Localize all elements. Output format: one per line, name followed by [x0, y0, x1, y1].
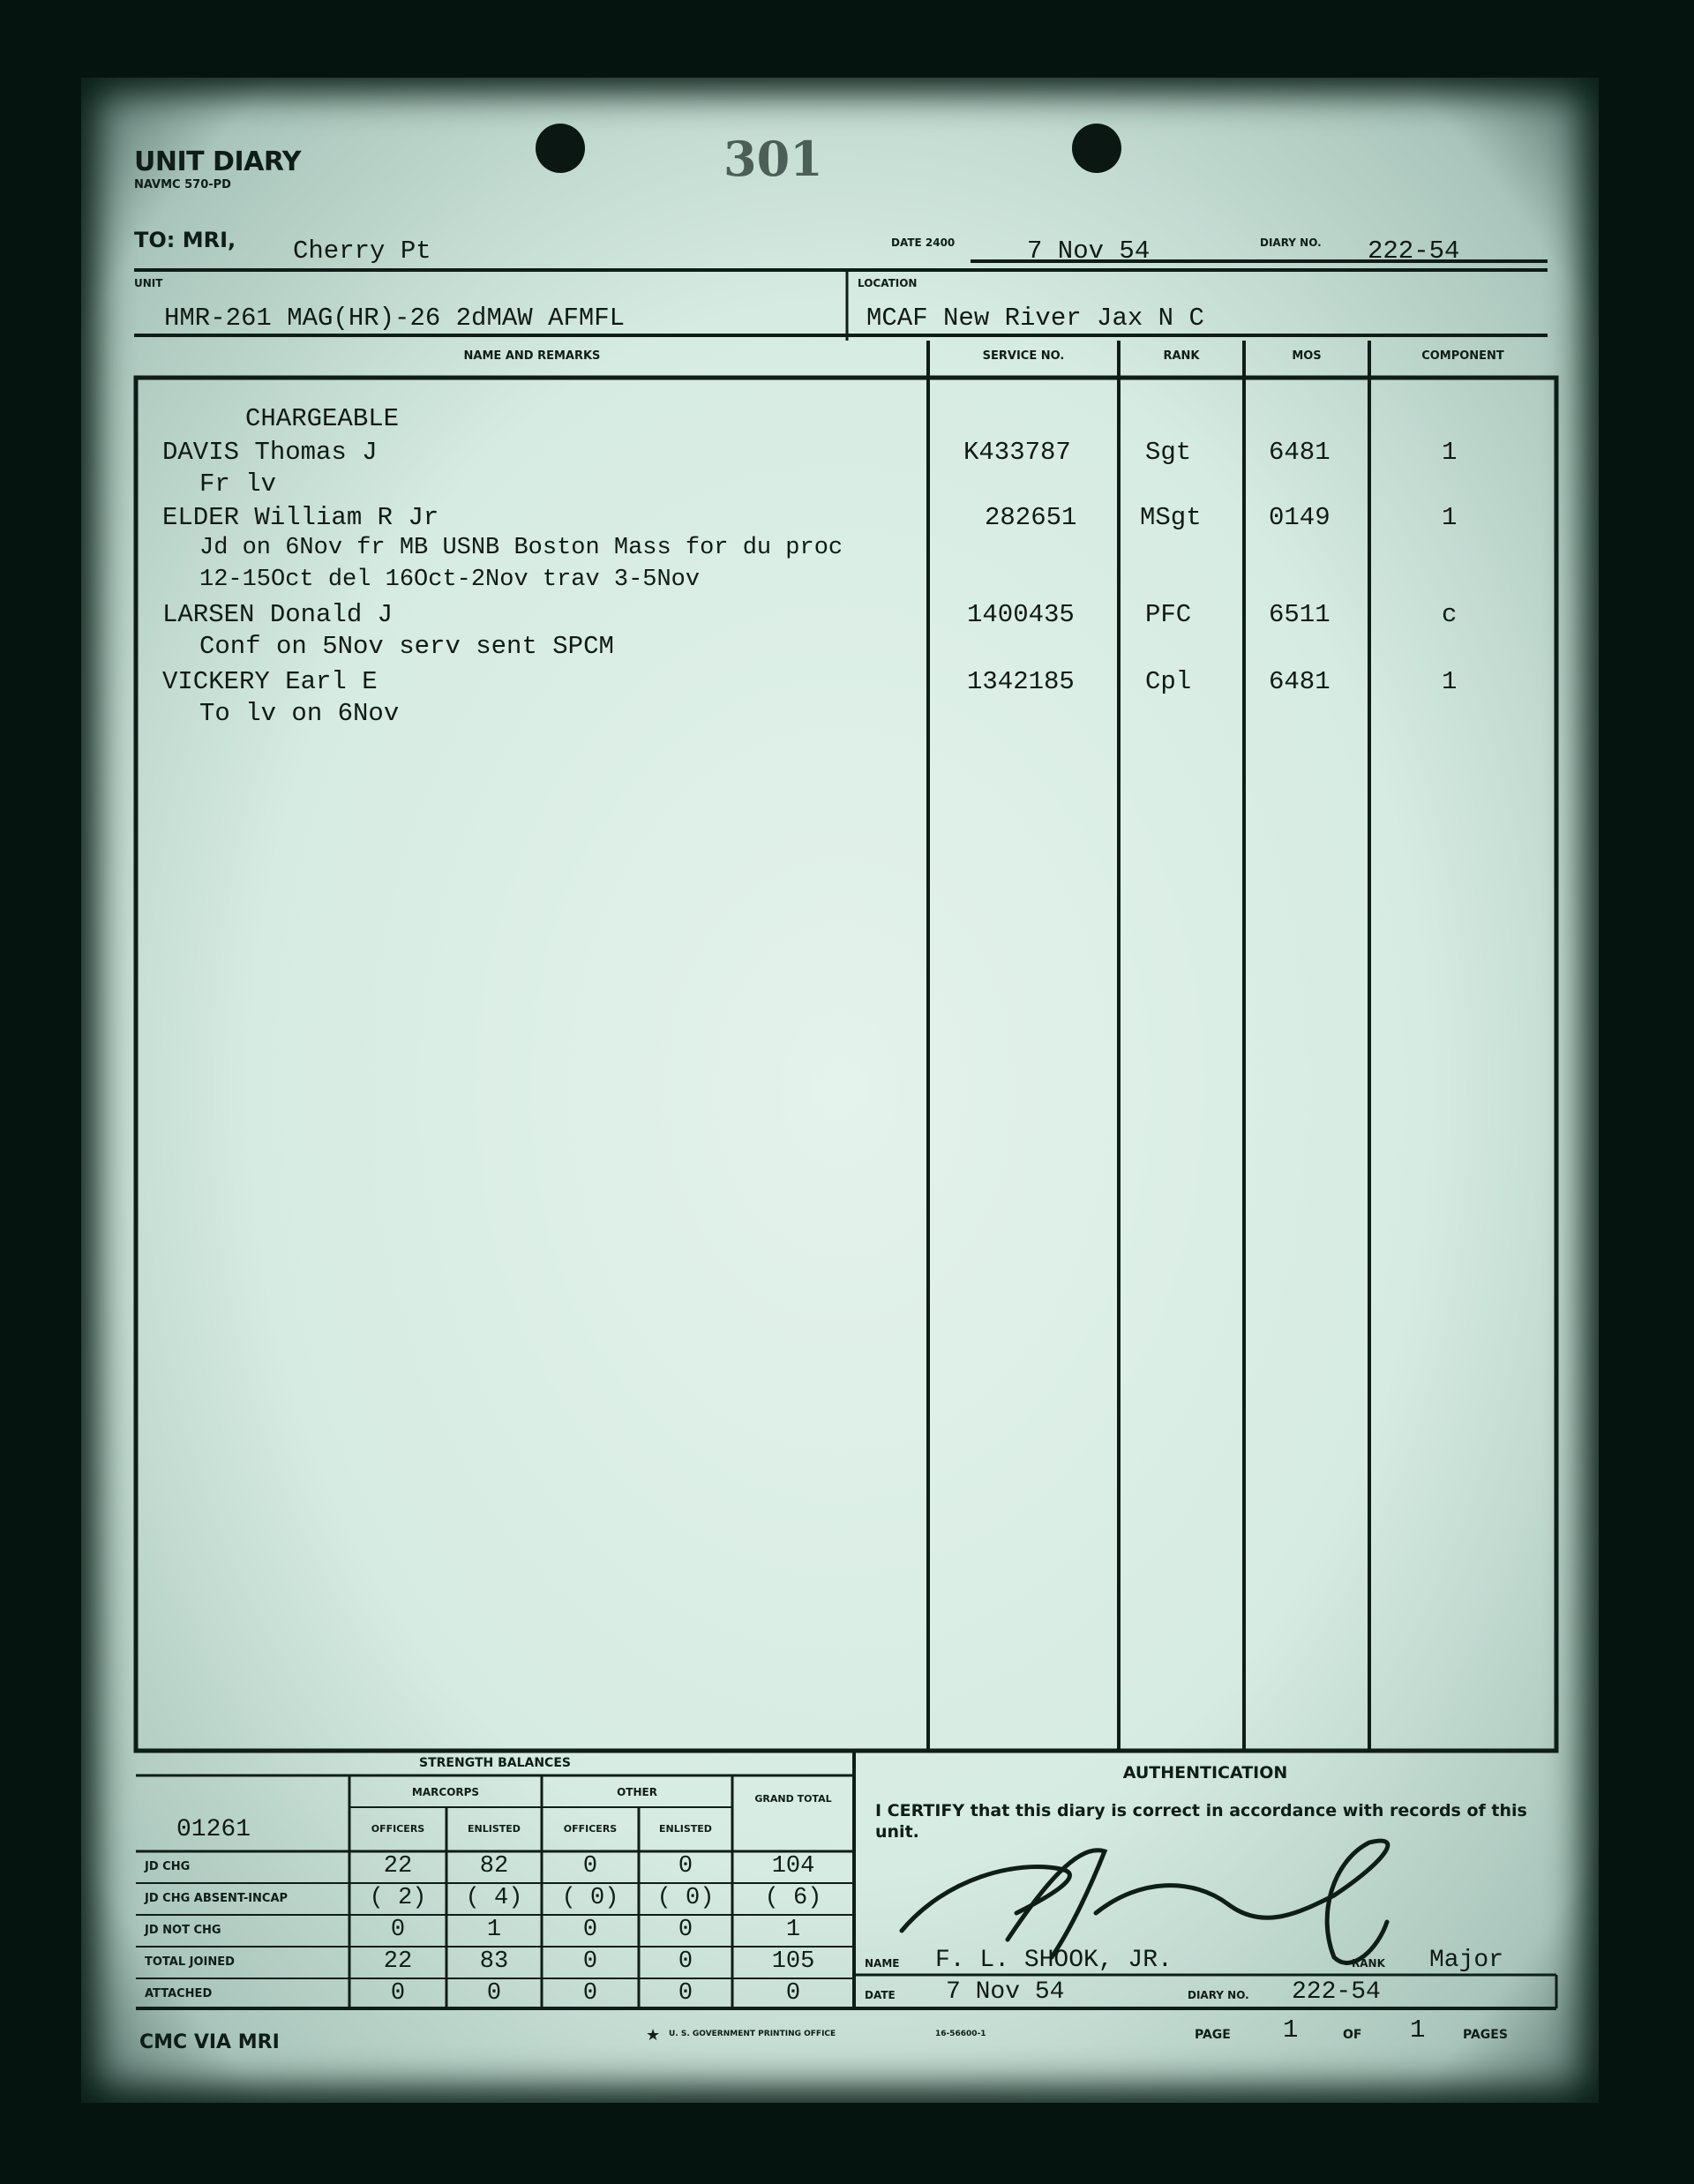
strength-cell: ( 0)	[561, 1885, 619, 1911]
entry-remark: Jd on 6Nov fr MB USNB Boston Mass for du proc	[199, 535, 843, 561]
strength-title: STRENGTH BALANCES	[419, 1756, 571, 1770]
strength-cell: 104	[771, 1853, 815, 1880]
entry-remark: Conf on 5Nov serv sent SPCM	[199, 632, 614, 661]
entry-component: c	[1442, 600, 1458, 629]
strength-cell: 1	[486, 1917, 502, 1943]
section-heading: CHARGEABLE	[245, 404, 400, 433]
form-title: UNIT DIARY	[134, 146, 302, 177]
strength-sub-officers: OFFICERS	[563, 1823, 618, 1835]
authentication-title: AUTHENTICATION	[1122, 1763, 1288, 1782]
unit-value: HMR-261 MAG(HR)-26 2dMAW AFMFL	[164, 304, 626, 333]
strength-cell: 82	[479, 1853, 509, 1880]
entry-rank: Cpl	[1145, 667, 1192, 696]
strength-sub-officers: OFFICERS	[371, 1823, 425, 1835]
strength-group-marcorps: MARCORPS	[411, 1786, 480, 1798]
entry-component: 1	[1442, 503, 1458, 532]
strength-cell: 1	[785, 1917, 801, 1943]
date-value: 7 Nov 54	[1027, 236, 1151, 266]
auth-rank-label: RANK	[1352, 1957, 1385, 1970]
punch-hole-left	[536, 124, 585, 173]
footer-of-value: 1	[1410, 2015, 1426, 2045]
strength-row-label: ATTACHED	[145, 1987, 213, 2000]
strength-cell: 0	[390, 1917, 406, 1943]
entry-mos: 6481	[1269, 667, 1330, 696]
date-label: DATE 2400	[891, 236, 956, 249]
entry-mos: 0149	[1269, 503, 1330, 532]
auth-date-label: DATE	[865, 1989, 896, 2001]
strength-cell: 0	[390, 1980, 406, 2007]
strength-grand-total: GRAND TOTAL	[754, 1793, 832, 1805]
entry-component: 1	[1442, 438, 1458, 467]
strength-cell: 0	[678, 1917, 693, 1943]
auth-date-value: 7 Nov 54	[946, 1978, 1065, 2006]
unit-diary-page	[81, 78, 1599, 2103]
strength-cell: ( 2)	[369, 1885, 427, 1911]
entry-name: LARSEN Donald J	[162, 600, 394, 629]
col-header-name: NAME AND REMARKS	[463, 349, 601, 363]
diary-no-label: DIARY NO.	[1260, 236, 1322, 249]
strength-cell: 0	[486, 1980, 502, 2007]
strength-row-label: JD CHG	[145, 1860, 191, 1873]
strength-row-label: JD NOT CHG	[145, 1924, 221, 1937]
col-header-service: SERVICE NO.	[982, 349, 1065, 363]
strength-cell: 0	[678, 1980, 693, 2007]
strength-cell: 0	[582, 1980, 598, 2007]
entry-rank: Sgt	[1145, 438, 1192, 467]
footer-printing-office: U. S. GOVERNMENT PRINTING OFFICE	[669, 2030, 836, 2038]
entry-name: ELDER William R Jr	[162, 503, 439, 532]
punch-hole-right	[1072, 124, 1121, 173]
to-label: TO: MRI,	[134, 228, 236, 252]
strength-row-label: JD CHG ABSENT-INCAP	[145, 1892, 289, 1905]
entry-remark: To lv on 6Nov	[199, 699, 400, 728]
entry-remark: Fr lv	[199, 469, 277, 499]
form-number: NAVMC 570-PD	[134, 178, 231, 191]
auth-name-value: F. L. SHOOK, JR.	[935, 1947, 1173, 1974]
entry-rank: MSgt	[1140, 503, 1202, 532]
entry-rank: PFC	[1145, 600, 1192, 629]
strength-sub-enlisted: ENLISTED	[659, 1823, 712, 1835]
footer-of-label: OF	[1343, 2028, 1362, 2042]
footer-routing: CMC VIA MRI	[139, 2031, 280, 2053]
entry-mos: 6511	[1269, 600, 1330, 629]
strength-cell: 0	[678, 1948, 693, 1975]
strength-cell: 22	[383, 1853, 413, 1880]
strength-cell: 0	[785, 1980, 801, 2007]
footer-page-label: PAGE	[1195, 2028, 1231, 2042]
entry-service: 282651	[985, 503, 1077, 532]
strength-cell: 0	[582, 1917, 598, 1943]
col-header-mos: MOS	[1292, 349, 1322, 363]
auth-diary-no-value: 222-54	[1292, 1978, 1381, 2006]
strength-cell: ( 6)	[764, 1885, 822, 1911]
footer-page-value: 1	[1283, 2015, 1299, 2045]
entry-service: 1400435	[967, 600, 1075, 629]
signature-mark	[902, 1841, 1388, 1963]
strength-cell: 0	[582, 1948, 598, 1975]
page-stamp: 301	[723, 131, 823, 187]
unit-label: UNIT	[134, 277, 163, 289]
col-header-component: COMPONENT	[1421, 349, 1504, 363]
strength-cell: ( 0)	[656, 1885, 715, 1911]
strength-cell: 0	[582, 1853, 598, 1880]
diary-no-value: 222-54	[1368, 236, 1460, 266]
strength-cell: 22	[383, 1948, 413, 1975]
strength-cell: 0	[678, 1853, 693, 1880]
strength-unit-code: 01261	[176, 1816, 251, 1843]
entry-service: 1342185	[967, 667, 1075, 696]
to-value: Cherry Pt	[293, 236, 431, 266]
auth-diary-no-label: DIARY NO.	[1188, 1989, 1249, 2001]
entry-mos: 6481	[1269, 438, 1330, 467]
col-header-rank: RANK	[1163, 349, 1200, 363]
location-label: LOCATION	[858, 277, 918, 289]
footer-pages-label: PAGES	[1463, 2028, 1508, 2042]
strength-sub-enlisted: ENLISTED	[468, 1823, 521, 1835]
strength-group-other: OTHER	[617, 1786, 657, 1798]
entry-remark: 12-15Oct del 16Oct-2Nov trav 3-5Nov	[199, 567, 701, 593]
location-value: MCAF New River Jax N C	[866, 304, 1204, 333]
entry-component: 1	[1442, 667, 1458, 696]
strength-cell: ( 4)	[465, 1885, 523, 1911]
auth-rank-value: Major	[1429, 1947, 1504, 1974]
entry-name: DAVIS Thomas J	[162, 438, 378, 467]
entry-service: K433787	[963, 438, 1071, 467]
strength-cell: 105	[771, 1948, 815, 1975]
auth-name-label: NAME	[865, 1957, 900, 1970]
star-icon: ★	[646, 2026, 661, 2044]
certify-text: I CERTIFY that this diary is correct in accordance with records of this unit.	[875, 1801, 1527, 1842]
strength-cell: 83	[479, 1948, 509, 1975]
footer-form-code: 16-56600-1	[935, 2030, 986, 2038]
strength-row-label: TOTAL JOINED	[145, 1955, 235, 1969]
entry-name: VICKERY Earl E	[162, 667, 378, 696]
